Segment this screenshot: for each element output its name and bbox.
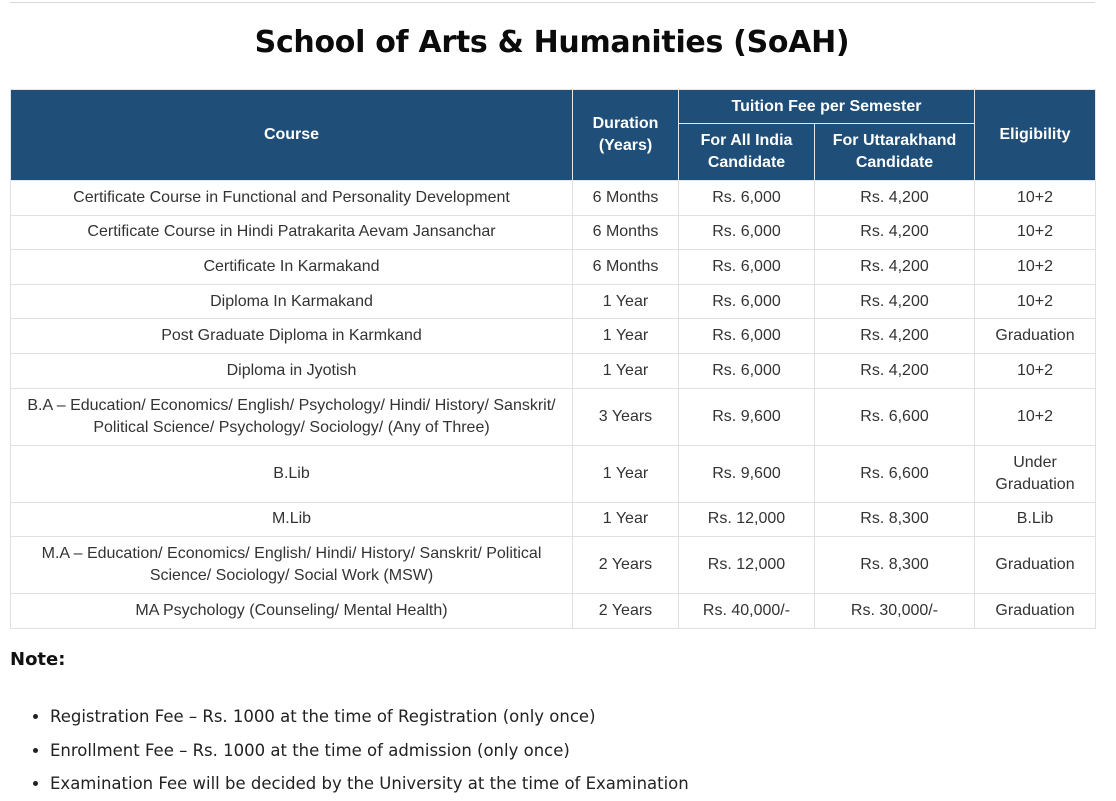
all-india-fee-cell: Rs. 6,000 [679, 319, 815, 354]
all-india-fee-cell: Rs. 9,600 [679, 445, 815, 502]
duration-cell: 6 Months [573, 250, 679, 285]
uttarakhand-fee-cell: Rs. 30,000/- [815, 594, 975, 629]
all-india-fee-cell: Rs. 40,000/- [679, 594, 815, 629]
eligibility-cell: Graduation [975, 319, 1096, 354]
course-cell: Post Graduate Diploma in Karmkand [11, 319, 573, 354]
header-uttarakhand: For Uttarakhand Candidate [815, 124, 975, 181]
table-row [11, 250, 1096, 285]
top-divider [10, 2, 1095, 3]
duration-cell: 1 Year [573, 445, 679, 502]
page-title: School of Arts & Humanities (SoAH) [254, 25, 850, 60]
duration-cell: 3 Years [573, 388, 679, 445]
eligibility-cell: 10+2 [975, 250, 1096, 285]
uttarakhand-fee-cell: Rs. 4,200 [815, 353, 975, 388]
header-duration: Duration (Years) [573, 90, 679, 181]
eligibility-cell: Graduation [975, 594, 1096, 629]
duration-cell: 2 Years [573, 594, 679, 629]
fee-table-header [11, 90, 1096, 181]
course-cell: B.Lib [11, 445, 573, 502]
duration-cell: 6 Months [573, 181, 679, 216]
course-cell: B.A – Education/ Economics/ English/ Psychology/ Hindi/ History/ Sanskrit/ Political Science/ Psychology/ Sociology/ (Any of Three) [11, 388, 573, 445]
uttarakhand-fee-cell: Rs. 4,200 [815, 284, 975, 319]
course-cell: Diploma In Karmakand [11, 284, 573, 319]
uttarakhand-fee-cell: Rs. 6,600 [815, 388, 975, 445]
eligibility-cell: B.Lib [975, 502, 1096, 537]
table-row [11, 353, 1096, 388]
duration-cell: 2 Years [573, 537, 679, 594]
table-row [11, 445, 1096, 502]
all-india-fee-cell: Rs. 6,000 [679, 181, 815, 216]
course-cell: Certificate Course in Hindi Patrakarita Aevam Jansanchar [11, 215, 573, 250]
table-row [11, 284, 1096, 319]
uttarakhand-fee-cell: Rs. 4,200 [815, 319, 975, 354]
note-item: • Examination Fee will be decided by the University at the time of Examination [50, 767, 689, 801]
note-item: • Enrollment Fee – Rs. 1000 at the time of admission (only once) [50, 734, 689, 768]
eligibility-cell: 10+2 [975, 388, 1096, 445]
uttarakhand-fee-cell: Rs. 8,300 [815, 502, 975, 537]
table-row [11, 181, 1096, 216]
uttarakhand-fee-cell: Rs. 8,300 [815, 537, 975, 594]
all-india-fee-cell: Rs. 12,000 [679, 537, 815, 594]
eligibility-cell: 10+2 [975, 215, 1096, 250]
eligibility-cell: 10+2 [975, 284, 1096, 319]
duration-cell: 1 Year [573, 319, 679, 354]
course-cell: Diploma in Jyotish [11, 353, 573, 388]
header-course: Course [11, 90, 573, 181]
course-cell: Certificate In Karmakand [11, 250, 573, 285]
note-heading: Note: [10, 649, 66, 670]
all-india-fee-cell: Rs. 9,600 [679, 388, 815, 445]
table-row [11, 594, 1096, 629]
table-row [11, 319, 1096, 354]
header-all-india: For All India Candidate [679, 124, 815, 181]
uttarakhand-fee-cell: Rs. 4,200 [815, 250, 975, 285]
fee-table-body [11, 181, 1096, 629]
all-india-fee-cell: Rs. 12,000 [679, 502, 815, 537]
course-cell: MA Psychology (Counseling/ Mental Health) [11, 594, 573, 629]
eligibility-cell: Under Graduation [975, 445, 1096, 502]
course-cell: Certificate Course in Functional and Personality Development [11, 181, 573, 216]
fee-table [10, 89, 1096, 629]
eligibility-cell: 10+2 [975, 181, 1096, 216]
table-row [11, 537, 1096, 594]
note-item: • Registration Fee – Rs. 1000 at the time of Registration (only once) [50, 700, 689, 734]
uttarakhand-fee-cell: Rs. 6,600 [815, 445, 975, 502]
table-row [11, 502, 1096, 537]
note-list [10, 700, 689, 801]
uttarakhand-fee-cell: Rs. 4,200 [815, 215, 975, 250]
uttarakhand-fee-cell: Rs. 4,200 [815, 181, 975, 216]
table-row [11, 215, 1096, 250]
duration-cell: 1 Year [573, 284, 679, 319]
course-cell: M.Lib [11, 502, 573, 537]
all-india-fee-cell: Rs. 6,000 [679, 215, 815, 250]
all-india-fee-cell: Rs. 6,000 [679, 250, 815, 285]
all-india-fee-cell: Rs. 6,000 [679, 284, 815, 319]
duration-cell: 1 Year [573, 353, 679, 388]
eligibility-cell: 10+2 [975, 353, 1096, 388]
duration-cell: 6 Months [573, 215, 679, 250]
course-cell: M.A – Education/ Economics/ English/ Hindi/ History/ Sanskrit/ Political Science/ Sociology/ Social Work (MSW) [11, 537, 573, 594]
eligibility-cell: Graduation [975, 537, 1096, 594]
header-tuition-fee: Tuition Fee per Semester [679, 90, 975, 124]
table-row [11, 388, 1096, 445]
all-india-fee-cell: Rs. 6,000 [679, 353, 815, 388]
duration-cell: 1 Year [573, 502, 679, 537]
header-eligibility: Eligibility [975, 90, 1096, 181]
